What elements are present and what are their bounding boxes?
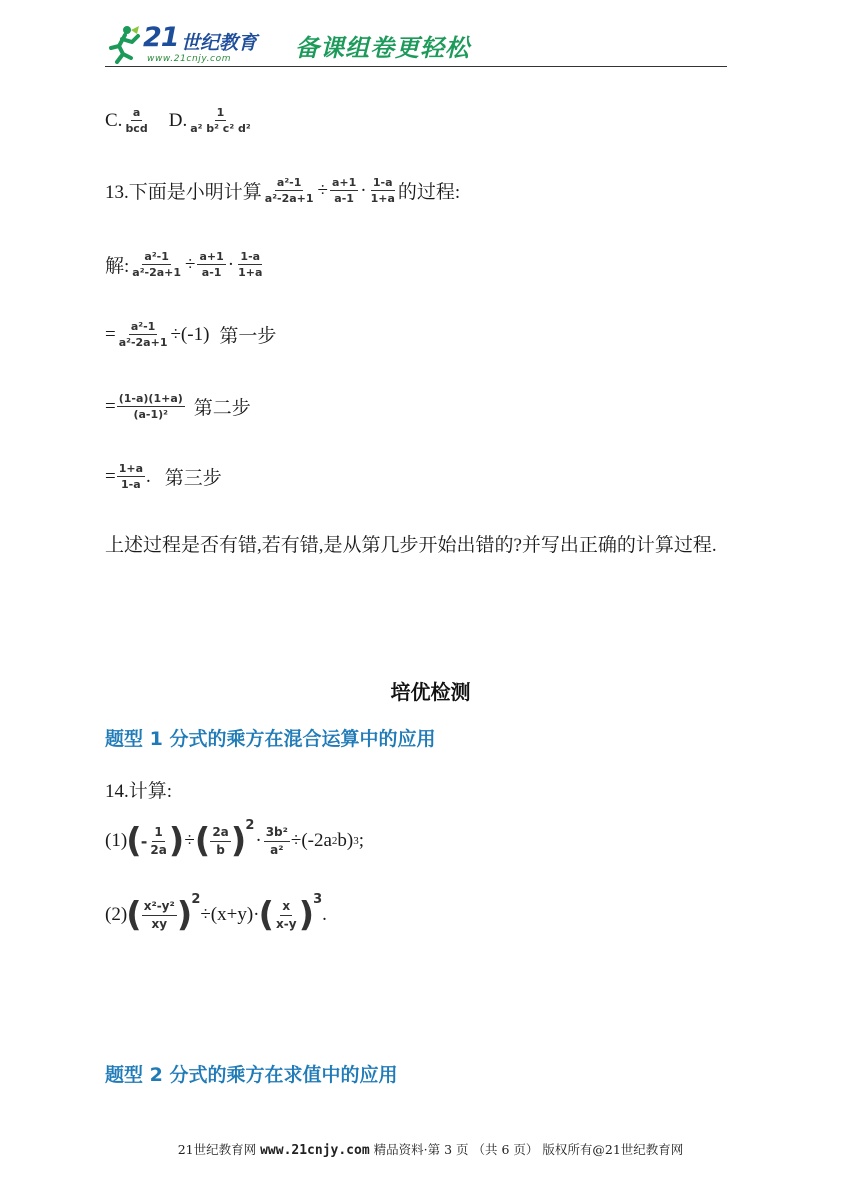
option-d-fraction: $\frac{1}{\text{a² b² c² d²}}$ bbox=[190, 106, 251, 135]
q13-solution-start: 解: $\frac{\text{a²-1}}{\text{a²-2a+1}}$ ÷ $\frac{a+1}{a-1}$ · $\frac{1-a}{1+a}$ bbox=[105, 250, 263, 279]
logo-number: 21 bbox=[143, 22, 179, 53]
slogan: 备课组卷更轻松 bbox=[295, 34, 470, 62]
p1-fraction-1: $\frac{1}{2a}$ bbox=[150, 824, 167, 857]
footer-site: 21世纪教育网 bbox=[177, 1142, 257, 1157]
q13-step-1: = $\frac{\text{a²-1}}{\text{a²-2a+1}}$ ÷(-1) 第一步 bbox=[105, 320, 277, 349]
footer-info: 精品资料·第 3 页 （共 6 页） 版权所有@21世纪教育网 bbox=[373, 1142, 684, 1157]
logo-name: 世纪教育 bbox=[181, 32, 258, 54]
q13-suffix: 的过程: bbox=[397, 182, 461, 203]
q13-prefix: 13.下面是小明计算 bbox=[105, 182, 262, 203]
p2-fraction-2: $\frac{x}{x-y}$ bbox=[276, 898, 297, 931]
step1-label: 第一步 bbox=[219, 326, 277, 347]
type1-heading: 题型 1 分式的乘方在混合运算中的应用 bbox=[105, 728, 436, 750]
p1-fraction-3: $\frac{\text{3b²}}{\text{a²}}$ bbox=[265, 824, 288, 857]
q14-part-1: (1) ( - $\frac{1}{2a}$ ) ÷ ( $\frac{2a}{b}$ ) 2 · $\frac{\text{3b²}}{\text{a²}}$ ÷(-2a 2 b) 3 ; bbox=[105, 818, 365, 861]
sol-fraction-1: $\frac{\text{a²-1}}{\text{a²-2a+1}}$ bbox=[132, 250, 182, 279]
q13-fraction-1: $\frac{\text{a²-1}}{\text{a²-2a+1}}$ bbox=[264, 176, 314, 205]
step3-label: 第三步 bbox=[164, 468, 222, 489]
option-c-label: C. bbox=[105, 109, 123, 131]
page-footer bbox=[0, 1140, 861, 1158]
q13-step-2: = $\frac{(1-a)(1+a)}{\text{(a-1)²}}$ 第二步 bbox=[105, 392, 251, 421]
p1-fraction-2: $\frac{2a}{b}$ bbox=[212, 824, 229, 857]
page-header bbox=[105, 22, 727, 70]
option-c-fraction: $\frac{a}{\text{bcd}}$ bbox=[125, 106, 148, 135]
q13-fraction-3: $\frac{1-a}{1+a}$ bbox=[370, 176, 395, 205]
runner-logo-icon bbox=[105, 24, 141, 64]
step3-fraction: $\frac{1+a}{1-a}$ bbox=[118, 462, 144, 491]
step2-label: 第二步 bbox=[193, 398, 251, 419]
step1-fraction: $\frac{\text{a²-1}}{\text{a²-2a+1}}$ bbox=[118, 320, 168, 349]
option-d-label: D. bbox=[168, 109, 188, 131]
q14-part-2: (2) ( $\frac{\text{x²-y²}}{xy}$ ) 2 ÷(x+y)· ( $\frac{x}{x-y}$ ) 3 . bbox=[105, 892, 327, 935]
q12-options bbox=[105, 106, 254, 135]
sol-fraction-3: $\frac{1-a}{1+a}$ bbox=[238, 250, 263, 279]
q13-step-3: = $\frac{1+a}{1-a}$ . 第三步 bbox=[105, 462, 222, 491]
p1-minus: - bbox=[140, 831, 148, 851]
footer-url[interactable]: www.21cnjy.com bbox=[260, 1143, 370, 1158]
q13-question: 上述过程是否有错,若有错,是从第几步开始出错的?并写出正确的计算过程. bbox=[105, 535, 717, 556]
type2-heading: 题型 2 分式的乘方在求值中的应用 bbox=[105, 1064, 398, 1086]
solution-label: 解: bbox=[105, 256, 130, 277]
sol-fraction-2: $\frac{a+1}{a-1}$ bbox=[199, 250, 224, 279]
q14-label: 14.计算: bbox=[105, 781, 173, 802]
q13-fraction-2: $\frac{a+1}{a-1}$ bbox=[331, 176, 357, 205]
section-title: 培优检测 bbox=[390, 680, 471, 704]
step2-fraction: $\frac{(1-a)(1+a)}{\text{(a-1)²}}$ bbox=[118, 392, 183, 421]
header-divider bbox=[105, 66, 727, 67]
q13-stem: 13.下面是小明计算 $\frac{\text{a²-1}}{\text{a²-2a+1}}$ ÷ $\frac{a+1}{a-1}$ · $\frac{1-a}{1+a}$ 的过程: bbox=[105, 176, 461, 205]
p2-fraction-1: $\frac{\text{x²-y²}}{xy}$ bbox=[143, 898, 175, 931]
logo-url: www.21cnjy.com bbox=[147, 54, 232, 64]
